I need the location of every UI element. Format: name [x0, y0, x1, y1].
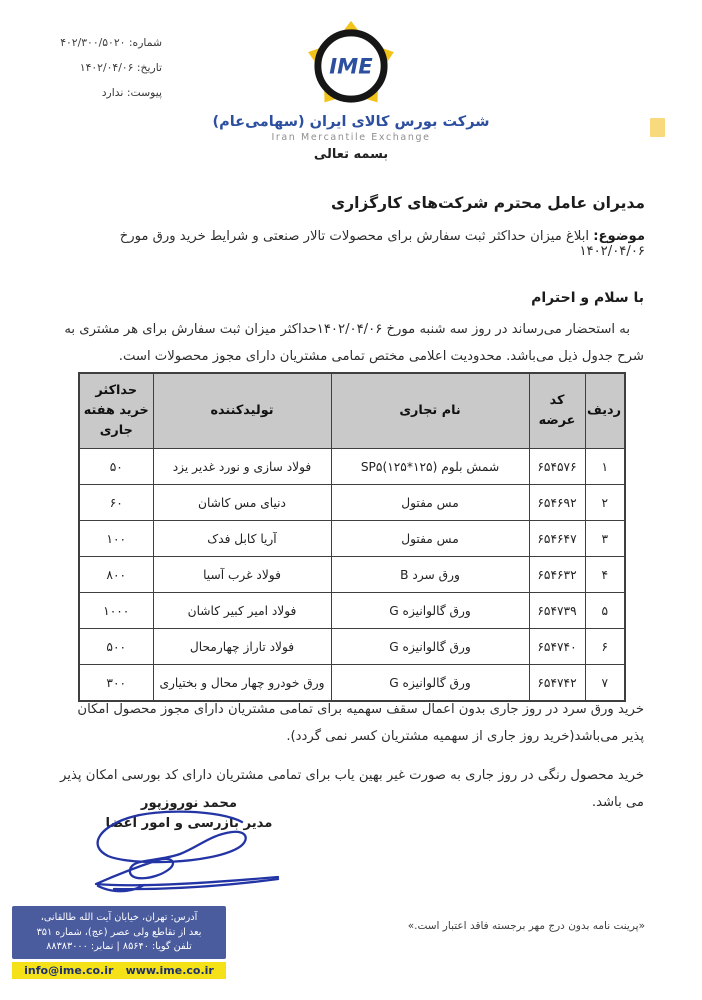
bismillah-text: بسمه تعالی: [313, 147, 389, 162]
table-cell: مس مفتول: [331, 485, 529, 521]
signatory-name: محمد نوروزپور: [140, 796, 238, 811]
note-colored-product: خرید محصول رنگی در روز جاری به صورت غیر بهین یاب برای تمامی مشتریان دارای کد بورسی امکان پذیر می باشد.: [60, 768, 644, 810]
company-name-fa: شرکت بورس کالای ایران (سهامی‌عام): [212, 114, 490, 130]
table-cell: ۶۵۴۶۳۲: [529, 557, 585, 593]
link-bar: [12, 962, 226, 979]
table-cell: ۲: [585, 485, 625, 521]
table-row: [79, 557, 625, 593]
table-cell: ۴: [585, 557, 625, 593]
table-cell: ۵۰۰: [79, 629, 153, 665]
table-cell: ورق خودرو چهار محال و بختیاری: [153, 665, 331, 702]
table-cell: دنیای مس کاشان: [153, 485, 331, 521]
letter-date-label: تاریخ:: [136, 61, 162, 74]
table-cell: ۶۵۴۷۴۰: [529, 629, 585, 665]
table-row: [79, 593, 625, 629]
subject-line: [90, 229, 645, 259]
note-cold-sheet: خرید ورق سرد در روز جاری بدون اعمال سقف سهمیه برای تمامی مشتریان دارای مجوز محصول امکان پذیر می‌باشد(خرید روز جاری از سهمیه مشتریان کسر نمی گردد).: [77, 702, 644, 744]
table-cell: ۶۰: [79, 485, 153, 521]
table-cell: فولاد امیر کبیر کاشان: [153, 593, 331, 629]
col-header-trade-name: نام تجاری: [331, 373, 529, 449]
table-cell: آریا کابل فدک: [153, 521, 331, 557]
letter-number-value: ۴۰۲/۳۰۰/۵۰۲۰: [60, 36, 126, 49]
email-text: info@ime.co.ir: [24, 963, 114, 977]
table-row: [79, 629, 625, 665]
table-cell: ورق گالوانیزه G: [331, 593, 529, 629]
table-cell: شمش بلوم (۱۲۵*۱۲۵)SP۵: [331, 449, 529, 485]
letter-attachment-value: ندارد: [101, 86, 124, 99]
address-line: تلفن گویا: ۸۵۶۴۰ | نمابر: ۸۸۳۸۳۰۰۰: [46, 941, 192, 953]
table-cell: ۳: [585, 521, 625, 557]
table-row: [79, 485, 625, 521]
table-row: [79, 521, 625, 557]
col-header-supply-code: کد عرضه: [529, 373, 585, 449]
table-cell: ۱۰۰: [79, 521, 153, 557]
address-line: بعد از تقاطع ولی عصر (عج)، شماره ۳۵۱: [36, 926, 202, 938]
table-cell: ۵: [585, 593, 625, 629]
table-row: [79, 449, 625, 485]
website-text: www.ime.co.ir: [125, 963, 214, 977]
ime-logo-icon: [305, 20, 397, 112]
table-cell: ۷: [585, 665, 625, 702]
table-cell: فولاد غرب آسیا: [153, 557, 331, 593]
table-cell: فولاد تاراز چهارمحال: [153, 629, 331, 665]
order-limits-table: [78, 372, 626, 702]
table-cell: ورق سرد B: [331, 557, 529, 593]
table-cell: فولاد سازی و نورد غدیر یزد: [153, 449, 331, 485]
signatory-title: مدیر بازرسی و امور اعضا: [105, 815, 273, 831]
table-header-row: [79, 373, 625, 449]
body-paragraph: به استحضار می‌رساند در روز سه شنبه مورخ ۱۴۰۲/۰۴/۰۶حداکثر میزان ثبت سفارش برای هر مشتری به شرح جدول ذیل می‌باشد. محدودیت اعلامی مختص تمامی مشتریان دارای مجوز محصولات است.: [64, 322, 644, 364]
table-cell: ۶۵۴۵۷۶: [529, 449, 585, 485]
signature-scribble-icon: [80, 806, 294, 898]
letter-number-label: شماره:: [128, 36, 162, 49]
print-validity-note: «پرینت نامه بدون درج مهر برجسته فاقد اعتبار است.»: [407, 920, 645, 932]
recipient-line: مدیران عامل محترم شرکت‌های کارگزاری: [330, 194, 645, 212]
col-header-row-number: ردیف: [585, 373, 625, 449]
table-cell: ۶۵۴۷۳۹: [529, 593, 585, 629]
table-cell: ۱: [585, 449, 625, 485]
highlight-mark: [650, 118, 665, 137]
table-cell: ۶۵۴۶۹۲: [529, 485, 585, 521]
subject-text: ابلاغ میزان حداکثر ثبت سفارش برای محصولات تالار صنعتی و شرایط خرید ورق مورخ ۱۴۰۲/۰۴/۰۶: [119, 229, 645, 259]
address-line: آدرس: تهران، خیابان آیت الله طالقانی،: [40, 912, 198, 923]
letterhead: [0, 20, 702, 162]
salutation-line: با سلام و احترام: [531, 290, 644, 306]
address-box: [12, 906, 226, 959]
footer-contact: [12, 906, 226, 979]
letter-attachment-label: پیوست:: [126, 86, 162, 99]
table-cell: ۵۰: [79, 449, 153, 485]
table-cell: ۶: [585, 629, 625, 665]
subject-label: موضوع:: [593, 229, 645, 244]
table-cell: ورق گالوانیزه G: [331, 629, 529, 665]
ime-monogram: IME: [329, 53, 373, 79]
table-cell: ۱۰۰۰: [79, 593, 153, 629]
col-header-producer: تولیدکننده: [153, 373, 331, 449]
company-name-en: Iran Mercantile Exchange: [271, 132, 431, 143]
letter-date-value: ۱۴۰۲/۰۴/۰۶: [79, 61, 134, 74]
table-cell: ۶۵۴۷۴۲: [529, 665, 585, 702]
table-cell: ۶۵۴۶۴۷: [529, 521, 585, 557]
table-cell: ورق گالوانیزه G: [331, 665, 529, 702]
table-cell: ۸۰۰: [79, 557, 153, 593]
table-cell: ۳۰۰: [79, 665, 153, 702]
table-cell: مس مفتول: [331, 521, 529, 557]
col-header-max-weekly-buy: حداکثر خرید هفته جاری: [79, 373, 153, 449]
